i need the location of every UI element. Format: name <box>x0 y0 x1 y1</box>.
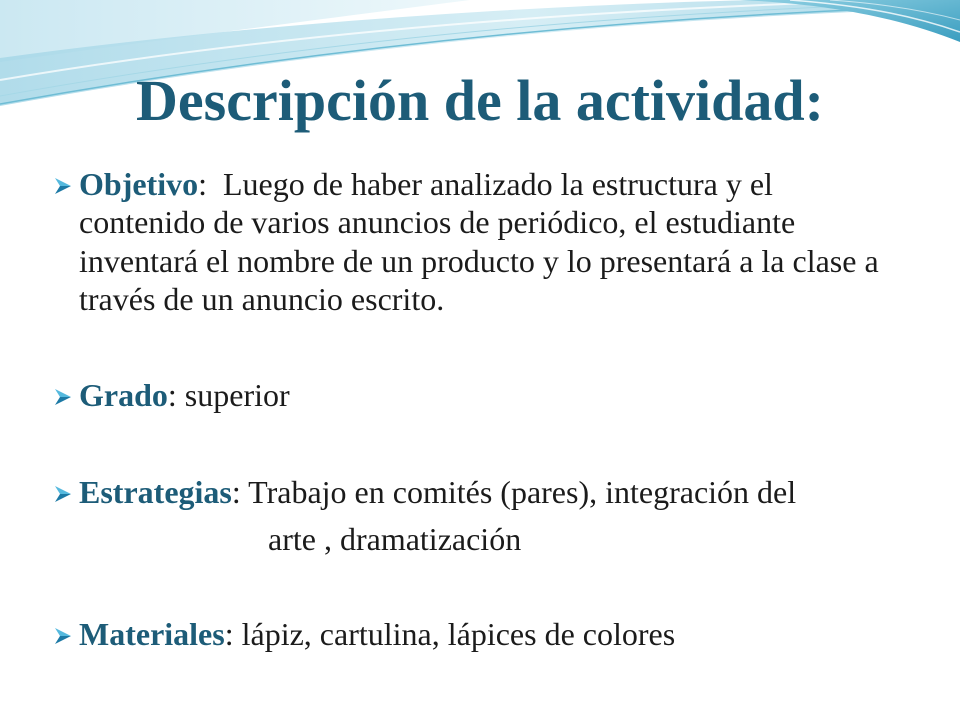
arrow-bullet-icon <box>55 486 71 502</box>
bullet-label: Grado <box>79 377 168 413</box>
bullet-estrategias-continuation: arte , dramatización <box>268 521 522 557</box>
bullet-text: : Trabajo en comités (pares), integración del <box>231 474 797 510</box>
bullet-objetivo <box>79 165 894 319</box>
bullet-label: Materiales <box>79 616 225 652</box>
bullet-text: : superior <box>167 377 290 413</box>
bullet-text: : Luego de haber analizado la estructura y el contenido de varios anuncios de periódico, el estudiante inventará el nombre de un producto y lo presentará a la clase a través de un anuncio escrito. <box>79 166 887 318</box>
slide-title: Descripción de la actividad: <box>136 68 824 133</box>
bullet-estrategias <box>79 473 894 511</box>
bullet-label: Estrategias <box>79 474 232 510</box>
arrow-bullet-icon <box>55 178 71 194</box>
arrow-bullet-icon <box>55 389 71 405</box>
bullet-grado <box>79 376 894 414</box>
arrow-bullet-icon <box>55 628 71 644</box>
bullet-text: : lápiz, cartulina, lápices de colores <box>224 616 676 652</box>
bullet-label: Objetivo <box>79 166 199 202</box>
bullet-materiales <box>79 615 894 653</box>
